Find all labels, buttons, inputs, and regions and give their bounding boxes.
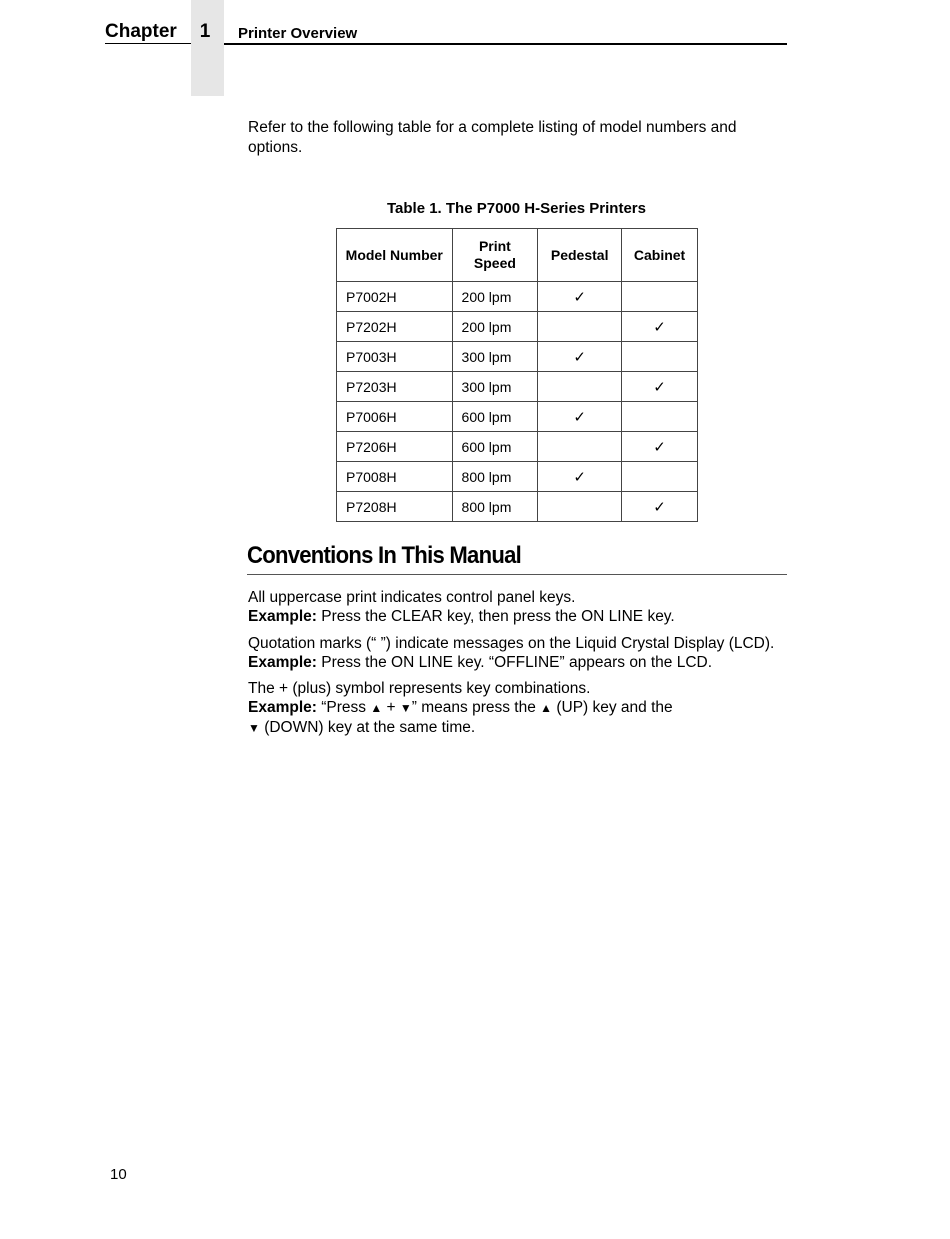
cabinet-check-icon: ✓ <box>622 312 698 342</box>
table-row <box>337 462 698 492</box>
pedestal-check-icon: ✓ <box>538 342 622 372</box>
example-text: + <box>382 699 400 716</box>
table-row <box>337 492 698 522</box>
model-cell: P7002H <box>337 282 453 312</box>
table-row <box>337 402 698 432</box>
example-text: ” means press the <box>411 699 541 716</box>
chapter-tab <box>191 0 224 96</box>
speed-cell: 200 lpm <box>452 282 538 312</box>
speed-cell: 200 lpm <box>452 312 538 342</box>
convention-plus-symbol <box>248 679 793 738</box>
table-header-row <box>337 229 698 282</box>
speed-cell: 300 lpm <box>452 372 538 402</box>
example-text: (DOWN) key at the same time. <box>259 719 476 736</box>
header-model-number: Model Number <box>337 229 453 282</box>
up-arrow-icon: ▲ <box>370 701 383 715</box>
table-row <box>337 282 698 312</box>
example-text: Press the CLEAR key, then press the ON LINE key. <box>316 608 675 625</box>
speed-cell: 800 lpm <box>452 462 538 492</box>
cabinet-check-icon: ✓ <box>622 432 698 462</box>
model-cell: P7202H <box>337 312 453 342</box>
example-label: Example: <box>248 608 317 625</box>
table-row <box>337 372 698 402</box>
cabinet-check-icon <box>622 402 698 432</box>
cabinet-check-icon <box>622 342 698 372</box>
example-label: Example: <box>248 654 317 671</box>
section-rule <box>247 574 787 575</box>
convention-uppercase <box>248 588 793 626</box>
speed-cell: 300 lpm <box>452 342 538 372</box>
down-arrow-icon: ▼ <box>399 701 412 715</box>
model-cell: P7008H <box>337 462 453 492</box>
header-cabinet: Cabinet <box>622 229 698 282</box>
pedestal-check-icon <box>538 432 622 462</box>
model-cell: P7206H <box>337 432 453 462</box>
page-number: 10 <box>110 1166 127 1183</box>
intro-paragraph: Refer to the following table for a complete listing of model numbers and options. <box>248 119 737 156</box>
model-cell: P7003H <box>337 342 453 372</box>
table-row <box>337 432 698 462</box>
convention-text: All uppercase print indicates control panel keys. <box>248 589 576 606</box>
table-caption: Table 1. The P7000 H-Series Printers <box>386 200 646 217</box>
speed-cell: 800 lpm <box>452 492 538 522</box>
pedestal-check-icon: ✓ <box>538 402 622 432</box>
convention-quotation-marks <box>248 634 793 672</box>
cabinet-check-icon: ✓ <box>622 492 698 522</box>
speed-cell: 600 lpm <box>452 402 538 432</box>
cabinet-check-icon <box>622 462 698 492</box>
speed-cell: 600 lpm <box>452 432 538 462</box>
section-heading: Conventions In This Manual <box>247 542 522 569</box>
example-text: (UP) key and the <box>552 699 673 716</box>
pedestal-check-icon <box>538 372 622 402</box>
example-text: “Press <box>316 699 371 716</box>
example-label: Example: <box>248 699 317 716</box>
model-cell: P7006H <box>337 402 453 432</box>
running-header-title: Printer Overview <box>238 25 358 42</box>
header-rule <box>224 43 787 45</box>
model-cell: P7203H <box>337 372 453 402</box>
convention-text: Quotation marks (“ ”) indicate messages on the Liquid Crystal Display (LCD). <box>248 635 775 652</box>
down-arrow-icon: ▼ <box>248 721 260 735</box>
header-pedestal: Pedestal <box>538 229 622 282</box>
chapter-label: Chapter <box>105 21 177 42</box>
header-print-speed: Print Speed <box>452 229 538 282</box>
cabinet-check-icon <box>622 282 698 312</box>
cabinet-check-icon: ✓ <box>622 372 698 402</box>
table-row <box>337 312 698 342</box>
printer-models-table <box>336 228 698 522</box>
model-cell: P7208H <box>337 492 453 522</box>
chapter-number: 1 <box>199 21 211 42</box>
up-arrow-icon: ▲ <box>540 701 553 715</box>
table-row <box>337 342 698 372</box>
header-rule-left <box>105 43 191 44</box>
pedestal-check-icon <box>538 312 622 342</box>
example-text: Press the ON LINE key. “OFFLINE” appears on the LCD. <box>316 654 713 671</box>
pedestal-check-icon: ✓ <box>538 462 622 492</box>
pedestal-check-icon <box>538 492 622 522</box>
pedestal-check-icon: ✓ <box>538 282 622 312</box>
convention-text: The + (plus) symbol represents key combinations. <box>248 680 591 697</box>
